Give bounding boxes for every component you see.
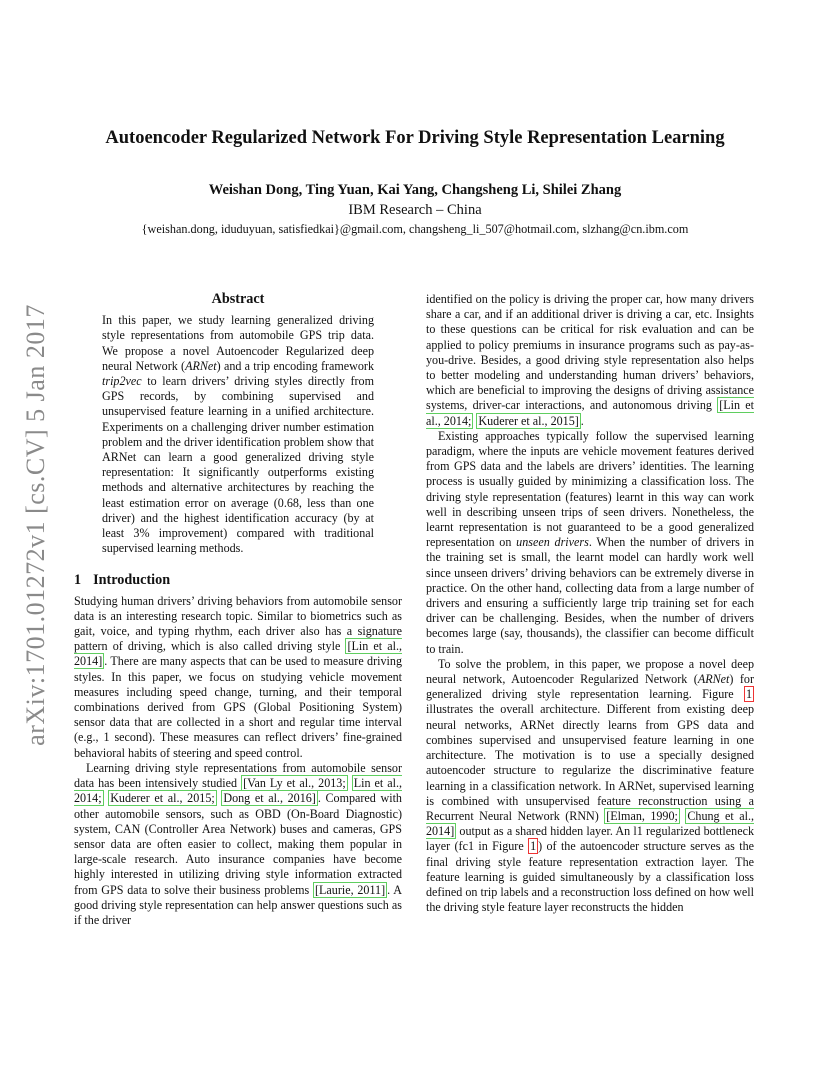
abstract-emphasis: trip2vec [102, 374, 142, 389]
author-list: Weishan Dong, Ting Yuan, Kai Yang, Changsheng Li, Shilei Zhang [208, 182, 622, 198]
paragraph-text: ) of the autoencoder structure serves as the final driving style feature representation extraction layer. The feature learning is guided simultaneously by a classification loss defined on trip labels and a reconstruction loss defined on how well the driving style feature layer reconstructs the hidden [426, 839, 755, 915]
citation-link[interactable]: [Lin et al., 2014; [426, 398, 754, 428]
paragraph-text: To solve the problem, in this paper, we propose a novel deep neural network, Autoencoder Regularized Network ( [426, 656, 754, 687]
paragraph-emphasis: unseen drivers [516, 535, 589, 550]
affiliation: IBM Research – China [348, 202, 482, 218]
citation-link[interactable]: Chung et al., 2014] [426, 808, 754, 839]
citation-link[interactable]: Dong et al., 2016] [223, 791, 316, 806]
author-emails: {weishan.dong, iduduyuan, satisfiedkai}@gmail.com, changsheng_li_507@hotmail.com, slzhang@cn.ibm.com [141, 222, 689, 236]
abstract-text [74, 313, 402, 556]
abstract-text-part: to learn drivers’ driving styles directly from GPS records, by combining supervised and unsupervised feature learning in a unified architecture. Experiments on a challenging driver number estimation problem and the driver identification problem show that ARNet can learn a good generalized driving style representation: It significantly outperforms existing methods and alternative architectures by reaching the least estimation error on average (0.68, less than one driver) and the highest identification accuracy (by at least 3% improvement) compared with traditional supervised learning methods. [102, 374, 374, 556]
abstract-text-part: In this paper, we study learning generalized driving style representations from automobile GPS trip data. We propose a novel Autoencoder Regularized deep neural Network ( [102, 313, 374, 373]
paragraph-text: . A good driving style representation can help answer questions such as if the driver [74, 882, 402, 927]
paragraph-text: Learning driving style representations from automobile sensor data has been intensively studied [74, 760, 402, 791]
citation-link[interactable]: Lin et al., 2014; [74, 776, 403, 806]
paragraph-text: illustrates the overall architecture. Different from existing deep neural networks, ARNet directly learns from GPS data and combines supervised and unsupervised feature learning in one architecture. The motivation is to use a specially designed autoencoder structure to regularize the discriminative feature learning in a classification network. In ARNet, supervised learning is combined with unsupervised feature reconstruction using a Recurrent Neural Network (RNN) [426, 702, 754, 823]
citation-link[interactable]: [Van Ly et al., 2013; [243, 776, 346, 791]
paragraph-text: identified on the policy is driving the proper car, how many drivers share a car, and if an additional driver is driving a car, etc. Insights to these questions can be critical for risk evaluation and can be applied to policy premiums in insurance programs such as pay-as-you-drive. Besides, a good driving style representation also helps to better modeling and understanding human drivers’ behaviors, which are beneficial to improving the designs of driving assistance systems, driver-car interactions, and autonomous driving [426, 292, 754, 413]
paper-title: Autoencoder Regularized Network For Driving Style Representation Learning [105, 128, 725, 148]
abstract-emphasis: ARNet [185, 358, 217, 373]
section-number: 1 [74, 572, 82, 589]
figure-link[interactable]: 1 [530, 839, 537, 854]
citation-link[interactable]: [Elman, 1990; [606, 808, 678, 823]
paragraph-text: Studying human drivers’ driving behaviors from automobile sensor data is an interesting research topic. Similar to biometrics such as gait, voice, and typing rhythm, each driver also has a signature pattern of driving, which is also called driving style [74, 593, 402, 654]
left-column [74, 292, 402, 928]
intro-paragraph-1 [74, 594, 402, 761]
right-paragraph-2 [426, 429, 754, 657]
right-paragraph-3 [426, 657, 754, 915]
paragraph-text: . [580, 413, 584, 428]
paragraph-text: . Compared with other automobile sensors, such as OBD (On-Board Diagnostic) system, CAN (Controller Area Network) buses and cameras, GPS sensor data are often easier to collect, making them popular in large-scale research. Auto insurance companies have become highly interested in utilizing driving style information extracted from GPS data to solve their business problems [74, 791, 402, 897]
abstract-text-part: ) and a trip encoding framework [216, 358, 375, 373]
figure-link[interactable]: 1 [745, 687, 752, 702]
right-column [426, 292, 754, 915]
section-title: Introduction [93, 572, 171, 589]
intro-paragraph-2 [74, 761, 402, 928]
citation-link[interactable]: Kuderer et al., 2015] [478, 413, 579, 428]
paragraph-text: output as a shared hidden layer. An l1 regularized bottleneck layer (fc1 in Figure [426, 824, 754, 854]
paragraph-emphasis: ARNet [697, 672, 730, 687]
arxiv-identifier-text: arXiv:1701.01272v1 [cs.CV] 5 Jan 2017 [21, 304, 50, 746]
paragraph-text: . There are many aspects that can be used to measure driving styles. In this paper, we focus on studying vehicle movement measures including speed change, turning, and their temporal combinations derived from GPS (Global Positioning System) sensor data that are collected in a short and regular time interval (e.g., 1 second). These measures can reflect drivers’ fine-grained behavioral habits of steering and speed control. [74, 654, 402, 760]
citation-link[interactable]: Kuderer et al., 2015; [110, 791, 215, 806]
paragraph-text: . When the number of drivers in the training set is small, the learnt model can hardly work well since unseen drivers’ driving behaviors can be extremely diverse in practice. On the other hand, collecting data from a large number of drivers and ensuring a sufficiently large trip training set for each driver can be challenging. Besides, when the number of drivers becomes large (say, thousands), the classifier can become difficult to train. [426, 535, 754, 656]
right-paragraph-1 [426, 292, 754, 429]
paragraph-text: ) for generalized driving style representation learning. Figure [426, 672, 754, 702]
paragraph-text: Existing approaches typically follow the supervised learning paradigm, where the inputs are vehicle movement features derived from GPS data and the labels are drivers’ identities. The learning process is usually guided by minimizing a classification loss. The driving style representation (features) learnt in this way can work well in describing unseen trips of seen drivers. Nonetheless, the learnt representation is not guaranteed to be a good generalized representation on [426, 428, 754, 550]
arxiv-identifier [14, 295, 58, 755]
section-heading-introduction [74, 573, 402, 588]
citation-link[interactable]: [Laurie, 2011] [315, 882, 386, 897]
citation-link[interactable]: [Lin et al., 2014] [74, 639, 402, 669]
abstract-heading: Abstract [211, 291, 265, 307]
